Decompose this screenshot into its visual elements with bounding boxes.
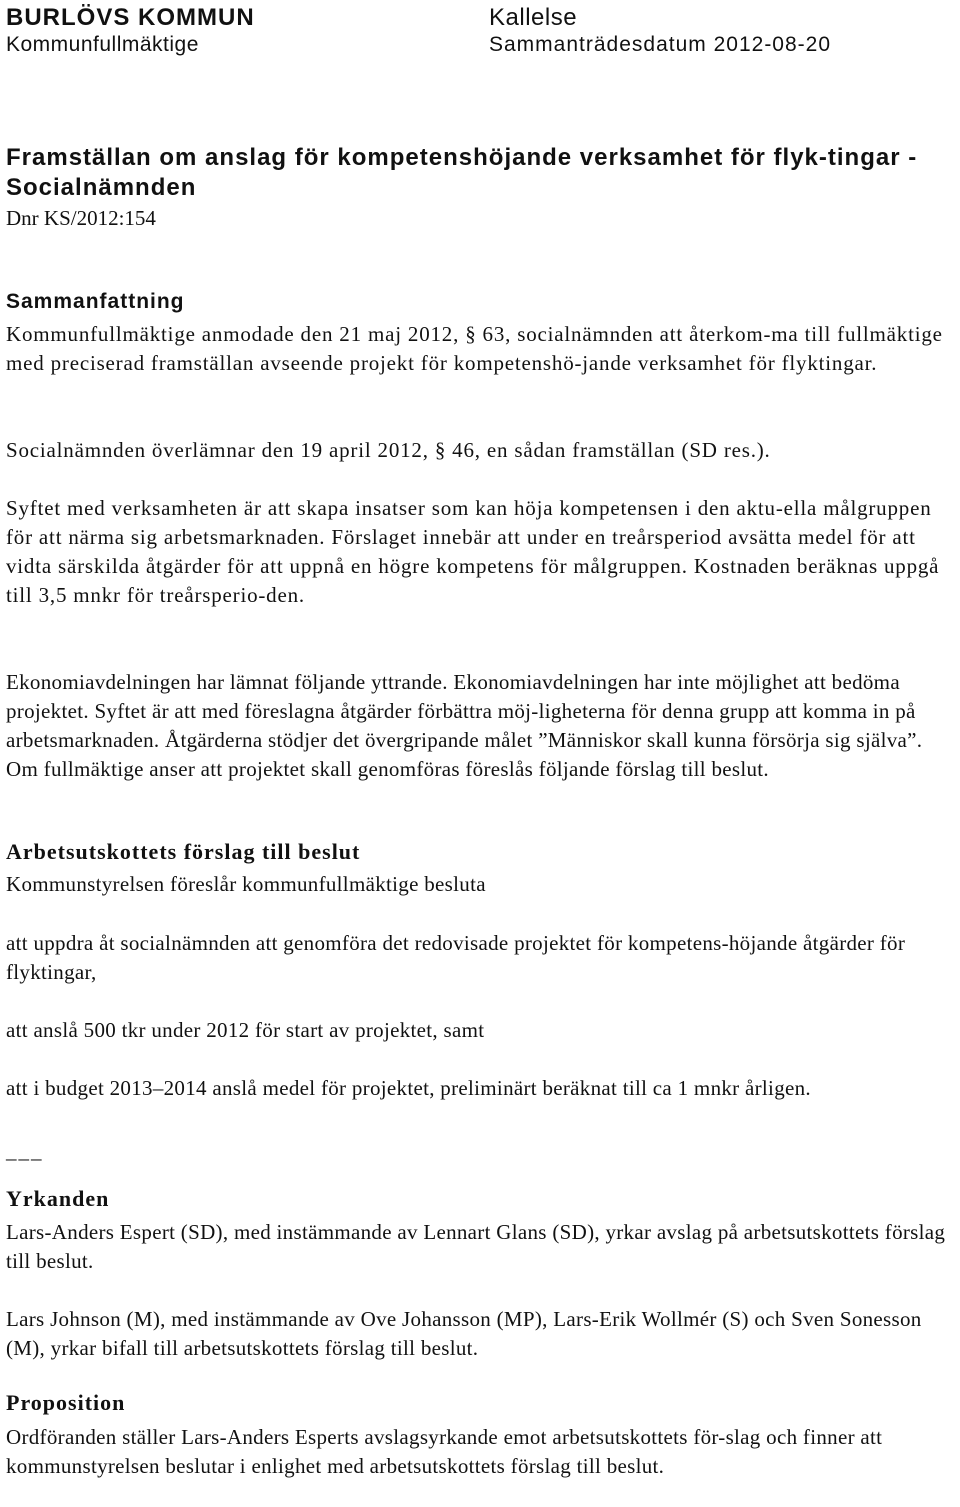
proposition-heading: Proposition	[6, 1390, 126, 1415]
proposition-text: Ordföranden ställer Lars-Anders Esperts avslagsyrkande emot arbetsutskottets för-slag och finner att kommunstyrelsen beslutar i enlighet med arbetsutskottets förslag till beslut.	[6, 1425, 883, 1478]
summary-paragraph-3: Syftet med verksamheten är att skapa insatser som kan höja kompetensen i den aktu-ella målgruppen för att närma sig arbetsmarknaden. Förslaget innebär att under en treårsperiod avsätta medel för att vidta särskilda åtgärder för att uppnå en högre kompetens för målgruppen. Kostnaden beräknas uppgå till 3,5 mnkr för treårsperio-den.	[6, 496, 940, 607]
item-dnr: Dnr KS/2012:154	[6, 206, 156, 230]
proposal-intro: Kommunstyrelsen föreslår kommunfullmäktige besluta	[6, 872, 486, 896]
summary-heading: Sammanfattning	[6, 290, 185, 313]
summary-paragraph-2: Socialnämnden överlämnar den 19 april 2012, § 46, en sådan framställan (SD res.).	[6, 438, 771, 462]
summary-paragraph-1: Kommunfullmäktige anmodade den 21 maj 2012, § 63, socialnämnden att återkom-ma till fullmäktige med preciserad framställan avseende projekt för kompetenshö-jande verksamhet för flyktingar.	[6, 322, 943, 375]
item-title: Framställan om anslag för kompetenshöjande verksamhet för flyk-tingar - Socialnämnden	[6, 144, 918, 201]
municipality-name: BURLÖVS KOMMUN	[6, 4, 255, 31]
motions-heading: Yrkanden	[6, 1186, 110, 1211]
assembly-name: Kommunfullmäktige	[6, 33, 199, 56]
proposal-heading: Arbetsutskottets förslag till beslut	[6, 839, 361, 864]
proposal-clause-2: att anslå 500 tkr under 2012 för start av projektet, samt	[6, 1018, 485, 1042]
summary-paragraph-4: Ekonomiavdelningen har lämnat följande yttrande. Ekonomiavdelningen har inte möjlighet att bedöma projektet. Syftet är att med föreslagna åtgärder förbättra möj-ligheterna för denna grupp att komma in på arbetsmarknaden. Åtgärderna stödjer det övergripande målet ”Människor skall kunna försörja sig själva”. Om fullmäktige anser att projektet skall genomföras föreslås följande förslag till beslut.	[6, 670, 923, 781]
document-type: Kallelse	[489, 4, 578, 31]
proposal-clause-1: att uppdra åt socialnämnden att genomföra det redovisade projektet för kompetens-höjande åtgärder för flyktingar,	[6, 931, 906, 984]
proposal-clause-3: att i budget 2013–2014 anslå medel för projektet, preliminärt beräknat till ca 1 mnkr årligen.	[6, 1076, 811, 1100]
motion-2: Lars Johnson (M), med instämmande av Ove Johansson (MP), Lars-Erik Wollmér (S) och Sven Sonesson (M), yrkar bifall till arbetsutskottets förslag till beslut.	[6, 1307, 922, 1360]
motion-1: Lars-Anders Espert (SD), med instämmande av Lennart Glans (SD), yrkar avslag på arbetsutskottets förslag till beslut.	[6, 1220, 946, 1273]
meeting-date: Sammanträdesdatum 2012-08-20	[489, 33, 832, 56]
section-separator: ___	[6, 1139, 44, 1163]
